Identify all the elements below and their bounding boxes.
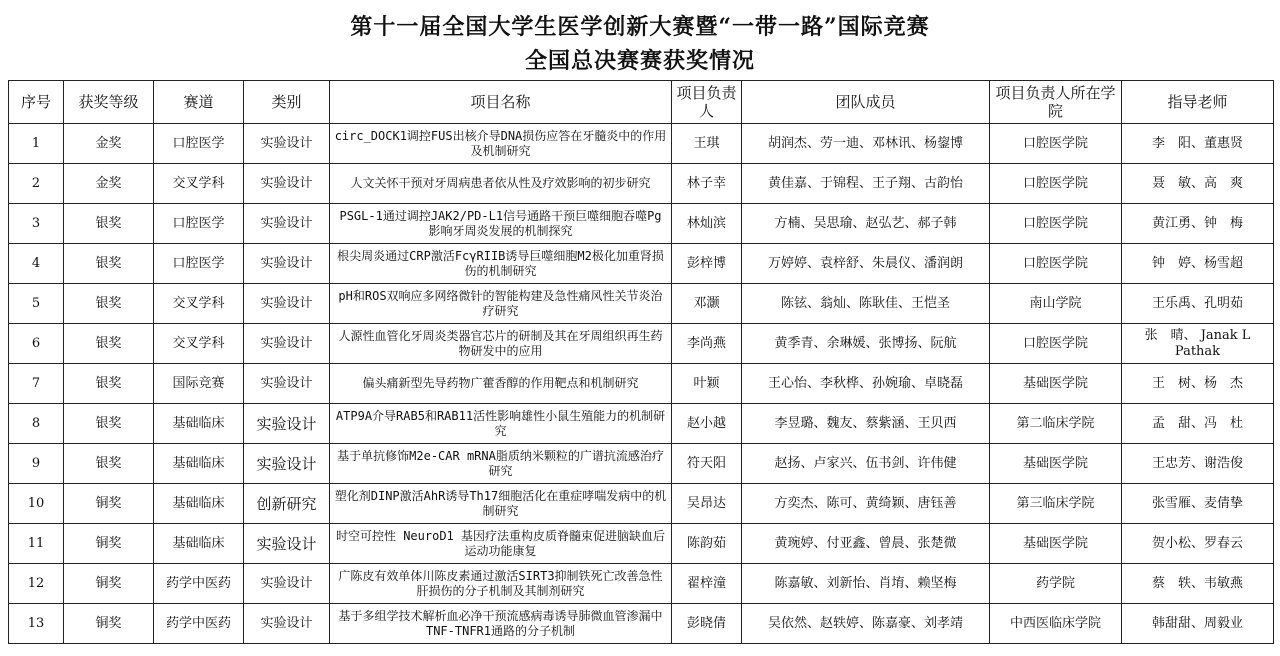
- cell-track: 口腔医学: [154, 244, 244, 284]
- cell-award: 银奖: [64, 404, 154, 444]
- cell-leader: 林子幸: [672, 164, 742, 204]
- cell-track: 口腔医学: [154, 124, 244, 164]
- cell-category: 实验设计: [244, 404, 330, 444]
- cell-no: 1: [9, 124, 64, 164]
- cell-mentor: 张雪雁、麦倩挚: [1122, 484, 1274, 524]
- cell-track: 基础临床: [154, 444, 244, 484]
- header-college: 项目负责人所在学院: [990, 81, 1122, 124]
- table-row: [9, 324, 1274, 364]
- cell-project: pH和ROS双响应多网络微针的智能构建及急性痛风性关节炎治疗研究: [330, 284, 672, 324]
- cell-leader: 陈韵茹: [672, 524, 742, 564]
- table-row: [9, 404, 1274, 444]
- cell-college: 口腔医学院: [990, 204, 1122, 244]
- cell-track: 药学中医药: [154, 564, 244, 604]
- header-award: 获奖等级: [64, 81, 154, 124]
- cell-leader: 翟梓潼: [672, 564, 742, 604]
- cell-mentor: 李 阳、董惠贤: [1122, 124, 1274, 164]
- awards-table: [8, 80, 1274, 644]
- header-members: 团队成员: [742, 81, 990, 124]
- cell-members: 万婷婷、袁梓舒、朱晨仪、潘润朗: [742, 244, 990, 284]
- cell-college: 南山学院: [990, 284, 1122, 324]
- header-category: 类别: [244, 81, 330, 124]
- cell-no: 13: [9, 604, 64, 644]
- cell-mentor: 贺小松、罗春云: [1122, 524, 1274, 564]
- cell-category: 实验设计: [244, 284, 330, 324]
- cell-college: 口腔医学院: [990, 324, 1122, 364]
- cell-category: 实验设计: [244, 164, 330, 204]
- cell-college: 口腔医学院: [990, 124, 1122, 164]
- cell-award: 银奖: [64, 324, 154, 364]
- cell-project: 人文关怀干预对牙周病患者依从性及疗效影响的初步研究: [330, 164, 672, 204]
- cell-no: 12: [9, 564, 64, 604]
- cell-project: circ_DOCK1调控FUS出核介导DNA损伤应答在牙髓炎中的作用及机制研究: [330, 124, 672, 164]
- cell-category: 实验设计: [244, 524, 330, 564]
- cell-no: 4: [9, 244, 64, 284]
- cell-mentor: 蔡 轶、韦敏燕: [1122, 564, 1274, 604]
- cell-members: 方楠、吴思瑜、赵弘艺、郝子韩: [742, 204, 990, 244]
- header-project: 项目名称: [330, 81, 672, 124]
- cell-members: 陈嘉敏、刘新怡、肖堉、赖坚梅: [742, 564, 990, 604]
- cell-members: 赵扬、卢家兴、伍书剑、许伟健: [742, 444, 990, 484]
- cell-no: 8: [9, 404, 64, 444]
- cell-award: 银奖: [64, 284, 154, 324]
- cell-members: 李昱璐、魏友、蔡紫涵、王贝西: [742, 404, 990, 444]
- cell-mentor: 孟 甜、冯 杜: [1122, 404, 1274, 444]
- cell-mentor: 黄江勇、钟 梅: [1122, 204, 1274, 244]
- table-row: [9, 124, 1274, 164]
- cell-project: 基于多组学技术解析血必净干预流感病毒诱导肺微血管渗漏中TNF-TNFR1通路的分子机制: [330, 604, 672, 644]
- cell-college: 基础医学院: [990, 444, 1122, 484]
- cell-project: ATP9A介导RAB5和RAB11活性影响雄性小鼠生殖能力的机制研究: [330, 404, 672, 444]
- cell-leader: 邓灏: [672, 284, 742, 324]
- table-row: [9, 564, 1274, 604]
- cell-project: 时空可控性 NeuroD1 基因疗法重构皮质脊髓束促进脑缺血后运动功能康复: [330, 524, 672, 564]
- cell-no: 5: [9, 284, 64, 324]
- cell-college: 基础医学院: [990, 524, 1122, 564]
- cell-college: 口腔医学院: [990, 244, 1122, 284]
- table-row: [9, 164, 1274, 204]
- cell-members: 陈铉、翁灿、陈耿佳、王恺圣: [742, 284, 990, 324]
- cell-leader: 赵小越: [672, 404, 742, 444]
- cell-project: 塑化剂DINP激活AhR诱导Th17细胞活化在重症哮喘发病中的机制研究: [330, 484, 672, 524]
- cell-members: 黄佳嘉、于锦程、王子翔、古韵怡: [742, 164, 990, 204]
- cell-leader: 符天阳: [672, 444, 742, 484]
- cell-members: 方奕杰、陈可、黄绮颖、唐钰善: [742, 484, 990, 524]
- cell-track: 基础临床: [154, 404, 244, 444]
- table-row: [9, 284, 1274, 324]
- cell-college: 药学院: [990, 564, 1122, 604]
- cell-leader: 叶颖: [672, 364, 742, 404]
- header-track: 赛道: [154, 81, 244, 124]
- cell-track: 基础临床: [154, 524, 244, 564]
- cell-track: 交叉学科: [154, 284, 244, 324]
- cell-no: 2: [9, 164, 64, 204]
- table-row: [9, 244, 1274, 284]
- cell-no: 10: [9, 484, 64, 524]
- table-row: [9, 444, 1274, 484]
- cell-track: 交叉学科: [154, 164, 244, 204]
- header-mentor: 指导老师: [1122, 81, 1274, 124]
- table-body: [9, 124, 1274, 644]
- table-row: [9, 524, 1274, 564]
- cell-award: 铜奖: [64, 484, 154, 524]
- cell-category: 实验设计: [244, 564, 330, 604]
- cell-no: 9: [9, 444, 64, 484]
- cell-award: 银奖: [64, 444, 154, 484]
- cell-award: 银奖: [64, 244, 154, 284]
- table-header-row: [9, 81, 1274, 124]
- cell-leader: 彭梓博: [672, 244, 742, 284]
- cell-members: 胡润杰、劳一迪、邓林讯、杨鋆博: [742, 124, 990, 164]
- table-row: [9, 484, 1274, 524]
- cell-category: 实验设计: [244, 244, 330, 284]
- cell-college: 第三临床学院: [990, 484, 1122, 524]
- cell-category: 实验设计: [244, 364, 330, 404]
- cell-college: 基础医学院: [990, 364, 1122, 404]
- cell-no: 11: [9, 524, 64, 564]
- cell-college: 中西医临床学院: [990, 604, 1122, 644]
- cell-no: 7: [9, 364, 64, 404]
- cell-award: 铜奖: [64, 604, 154, 644]
- cell-category: 创新研究: [244, 484, 330, 524]
- cell-leader: 林灿滨: [672, 204, 742, 244]
- cell-track: 口腔医学: [154, 204, 244, 244]
- cell-members: 黄季青、余琳媛、张博扬、阮航: [742, 324, 990, 364]
- cell-category: 实验设计: [244, 204, 330, 244]
- cell-members: 吴依然、赵轶婷、陈嘉豪、刘孝靖: [742, 604, 990, 644]
- cell-leader: 王琪: [672, 124, 742, 164]
- cell-no: 3: [9, 204, 64, 244]
- cell-project: 根尖周炎通过CRP激活FcγRIIB诱导巨噬细胞M2极化加重肾损伤的机制研究: [330, 244, 672, 284]
- cell-college: 第二临床学院: [990, 404, 1122, 444]
- title-line-1: 第十一届全国大学生医学创新大赛暨“一带一路”国际竞赛: [350, 14, 930, 40]
- cell-award: 铜奖: [64, 564, 154, 604]
- title-line-2: 全国总决赛赛获奖情况: [524, 48, 755, 74]
- cell-award: 银奖: [64, 204, 154, 244]
- cell-mentor: 王乐禹、孔明茹: [1122, 284, 1274, 324]
- cell-mentor: 聂 敏、高 爽: [1122, 164, 1274, 204]
- cell-award: 铜奖: [64, 524, 154, 564]
- cell-leader: 吴昂达: [672, 484, 742, 524]
- cell-mentor: 王 树、杨 杰: [1122, 364, 1274, 404]
- table-row: [9, 604, 1274, 644]
- cell-project: PSGL-1通过调控JAK2/PD-L1信号通路干预巨噬细胞吞噬Pg影响牙周炎发展的机制探究: [330, 204, 672, 244]
- cell-no: 6: [9, 324, 64, 364]
- cell-project: 偏头痛新型先导药物广藿香醇的作用靶点和机制研究: [330, 364, 672, 404]
- cell-project: 广陈皮有效单体川陈皮素通过激活SIRT3抑制铁死亡改善急性肝损伤的分子机制及其制剂研究: [330, 564, 672, 604]
- cell-college: 口腔医学院: [990, 164, 1122, 204]
- cell-track: 基础临床: [154, 484, 244, 524]
- cell-award: 金奖: [64, 124, 154, 164]
- cell-category: 实验设计: [244, 444, 330, 484]
- cell-category: 实验设计: [244, 124, 330, 164]
- cell-mentor: 张 晴、 Janak L Pathak: [1122, 324, 1274, 364]
- cell-leader: 李尚燕: [672, 324, 742, 364]
- cell-project: 基于单抗修饰M2e-CAR mRNA脂质纳米颗粒的广谱抗流感治疗研究: [330, 444, 672, 484]
- cell-mentor: 韩甜甜、周毅业: [1122, 604, 1274, 644]
- cell-category: 实验设计: [244, 324, 330, 364]
- header-leader: 项目负责人: [672, 81, 742, 124]
- cell-members: 王心怡、李秋桦、孙婉瑜、卓晓磊: [742, 364, 990, 404]
- cell-track: 交叉学科: [154, 324, 244, 364]
- cell-track: 药学中医药: [154, 604, 244, 644]
- table-row: [9, 364, 1274, 404]
- cell-mentor: 王忠芳、谢浩俊: [1122, 444, 1274, 484]
- cell-award: 金奖: [64, 164, 154, 204]
- table-row: [9, 204, 1274, 244]
- cell-project: 人源性血管化牙周炎类器官芯片的研制及其在牙周组织再生药物研发中的应用: [330, 324, 672, 364]
- document-title: [0, 0, 1280, 78]
- cell-track: 国际竞赛: [154, 364, 244, 404]
- cell-award: 银奖: [64, 364, 154, 404]
- cell-leader: 彭晓倩: [672, 604, 742, 644]
- cell-members: 黄琬婷、付亚鑫、曾晨、张楚微: [742, 524, 990, 564]
- header-no: 序号: [9, 81, 64, 124]
- cell-mentor: 钟 婷、杨雪超: [1122, 244, 1274, 284]
- cell-category: 实验设计: [244, 604, 330, 644]
